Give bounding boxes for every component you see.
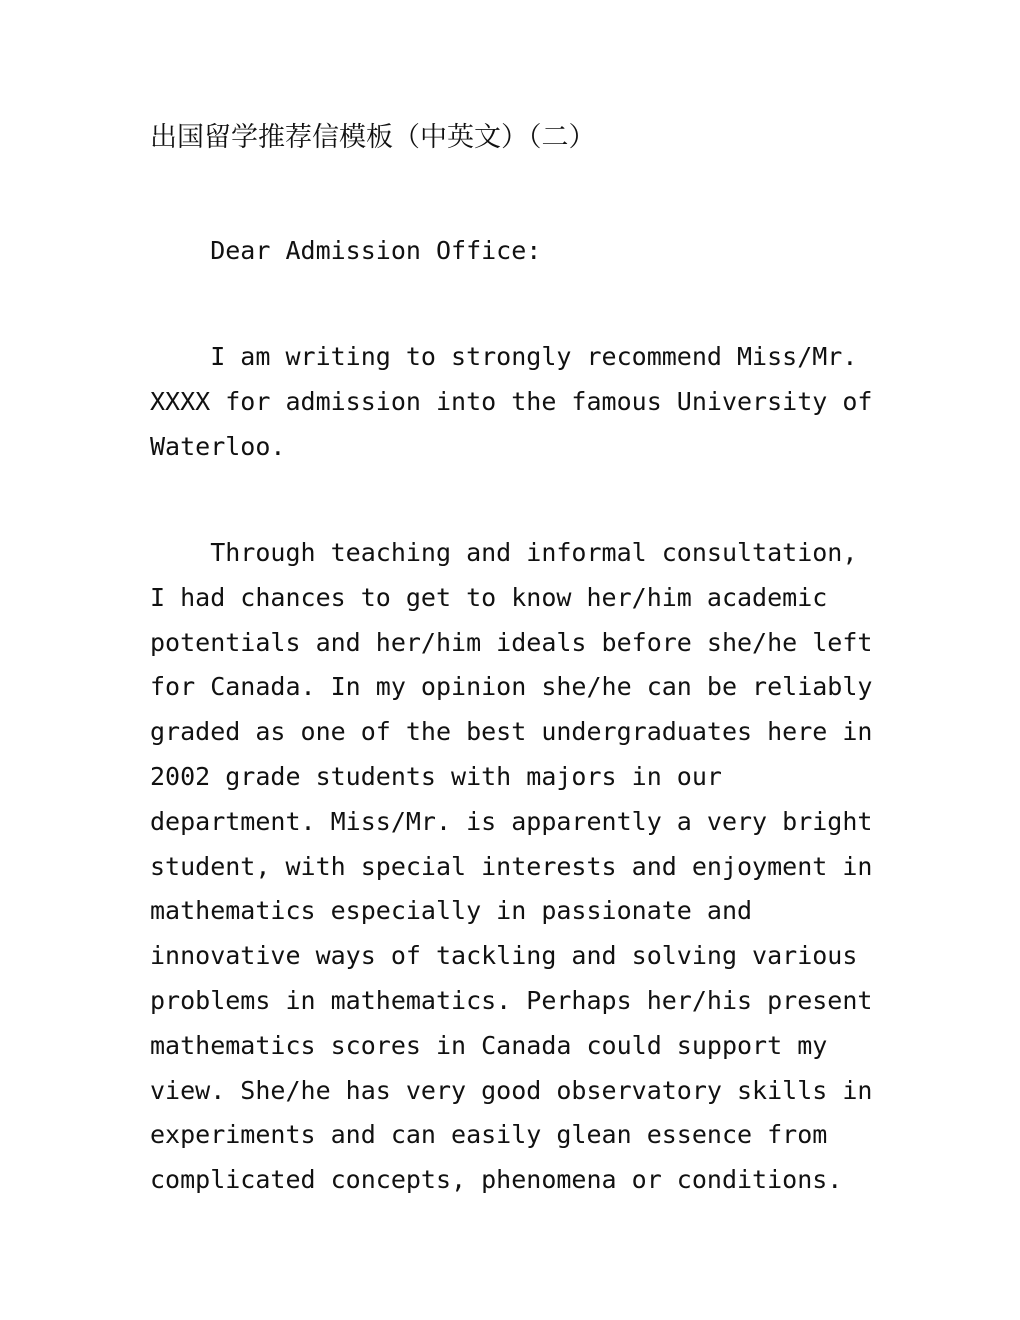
document-title: 出国留学推荐信模板（中英文）（二） — [150, 122, 596, 153]
text-line: complicated concepts, phenomena or conditions. — [150, 1165, 843, 1195]
text-line: department. Miss/Mr. is apparently a very bright — [150, 806, 873, 836]
text-line: view. She/he has very good observatory skills in — [150, 1075, 873, 1105]
text-line: mathematics scores in Canada could support my — [150, 1030, 828, 1060]
text-line: mathematics especially in passionate and — [150, 896, 753, 926]
greeting-line: Dear Admission Office: — [150, 236, 542, 265]
text-line: innovative ways of tackling and solving various — [150, 941, 858, 971]
text-line: 2002 grade students with majors in our — [150, 761, 722, 791]
text-line: experiments and can easily glean essence from — [150, 1120, 828, 1150]
text-line: I had chances to get to know her/him academic — [150, 582, 828, 612]
greeting — [150, 229, 880, 274]
text-line: Through teaching and informal consultation, — [150, 538, 858, 567]
text-line: Waterloo. — [150, 431, 286, 461]
text-line: I am writing to strongly recommend Miss/Mr. — [150, 342, 858, 371]
text-line: for Canada. In my opinion she/he can be reliably — [150, 672, 873, 702]
text-line: student, with special interests and enjoyment in — [150, 851, 873, 881]
paragraph-2 — [150, 531, 880, 1203]
paragraph-1 — [150, 335, 880, 469]
text-line: potentials and her/him ideals before she/he left — [150, 627, 873, 657]
text-line: problems in mathematics. Perhaps her/his present — [150, 985, 873, 1015]
text-line: XXXX for admission into the famous University of — [150, 386, 873, 416]
text-line: graded as one of the best undergraduates here in — [150, 717, 873, 747]
